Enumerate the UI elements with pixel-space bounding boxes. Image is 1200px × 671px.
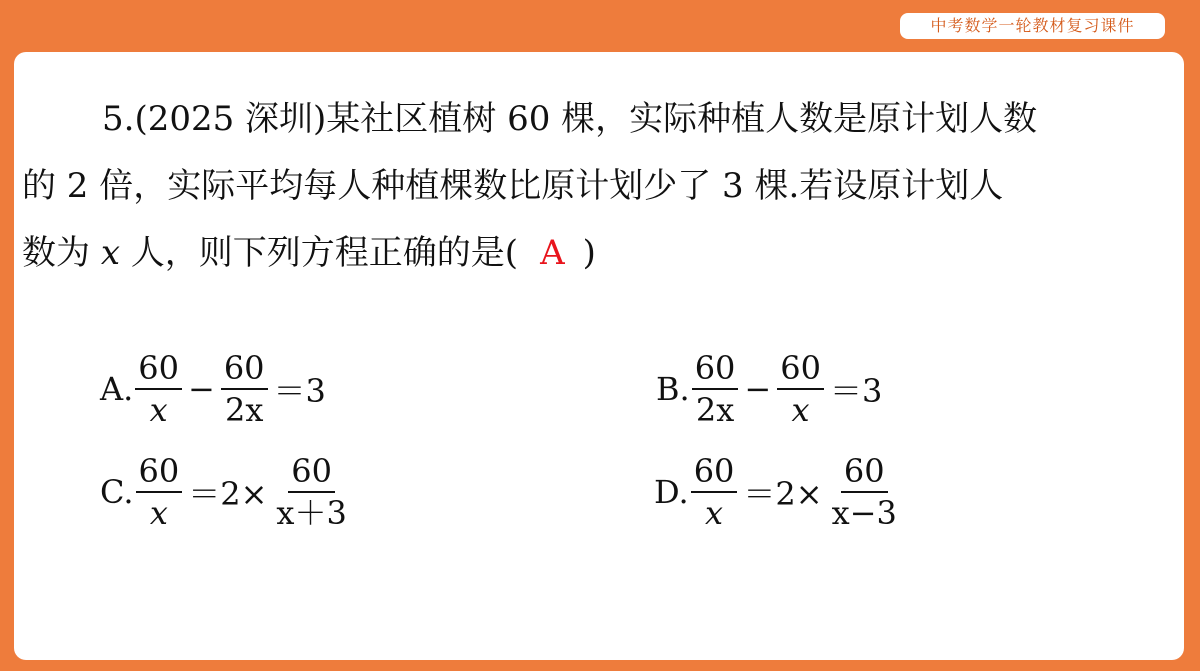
option-c-label: C. [100, 473, 134, 511]
option-b[interactable] [656, 349, 886, 429]
question-line-2: 的 2 倍，实际平均每人种植棵数比原计划少了 3 棵.若设原计划人 [22, 166, 1004, 206]
option-a-operator: − [188, 370, 215, 408]
fraction-denominator: x [705, 494, 724, 532]
option-d-fraction-2 [829, 452, 900, 532]
fraction-denominator: x＋3 [276, 494, 347, 532]
fraction-denominator: 2x [695, 391, 735, 429]
course-title-badge: 中考数学一轮教材复习课件 [900, 13, 1165, 39]
question-variable: x [100, 233, 120, 273]
fraction-numerator: 60 [692, 352, 739, 390]
fraction-denominator: x [149, 494, 168, 532]
option-a-fraction-2 [221, 349, 268, 429]
option-c-operator: ＝2× [188, 475, 268, 513]
option-b-fraction-1 [692, 349, 739, 429]
fraction-denominator: 2x [224, 391, 264, 429]
option-d-label: D. [654, 473, 689, 511]
question-line-3-prefix: 数为 [22, 233, 101, 273]
answer-choice: A [540, 233, 565, 273]
fraction-denominator: x [149, 391, 168, 429]
option-b-fraction-2 [777, 349, 824, 429]
option-a[interactable] [100, 349, 330, 429]
option-a-fraction-1 [135, 349, 182, 429]
fraction-numerator: 60 [841, 455, 888, 493]
option-d[interactable] [654, 452, 902, 532]
option-b-label: B. [656, 370, 690, 408]
question-line-1: 5.(2025 深圳)某社区植树 60 棵，实际种植人数是原计划人数 [102, 99, 1038, 139]
fraction-numerator: 60 [135, 352, 182, 390]
option-c-fraction-1 [136, 452, 183, 532]
fraction-denominator: x−3 [831, 494, 897, 532]
fraction-numerator: 60 [777, 352, 824, 390]
fraction-numerator: 60 [288, 455, 335, 493]
fraction-numerator: 60 [691, 455, 738, 493]
fraction-numerator: 60 [221, 352, 268, 390]
question-text [22, 86, 1152, 287]
option-a-rest: ＝3 [273, 372, 326, 410]
question-line-3-suffix: ) [582, 233, 596, 273]
option-b-rest: ＝3 [829, 372, 883, 410]
fraction-numerator: 60 [136, 455, 183, 493]
option-b-operator: − [744, 370, 772, 408]
question-line-3-middle: 人，则下列方程正确的是( [120, 233, 519, 273]
option-c-fraction-2 [273, 452, 349, 532]
question-line-3 [22, 220, 1152, 287]
option-d-fraction-1 [691, 452, 738, 532]
option-a-label: A. [100, 370, 134, 408]
option-c[interactable] [100, 452, 352, 532]
fraction-denominator: x [791, 391, 810, 429]
option-d-operator: ＝2× [743, 475, 823, 513]
